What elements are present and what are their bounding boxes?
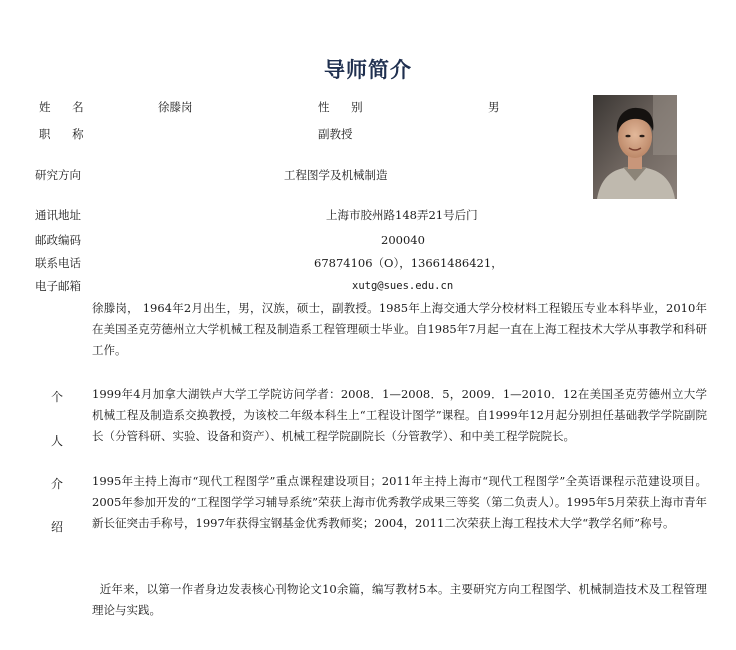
address-label: 通讯地址	[35, 208, 81, 222]
name-value: 徐滕岗	[158, 100, 193, 114]
phone-label: 联系电话	[35, 256, 81, 270]
intro-label-char-2: 人	[51, 434, 64, 448]
address-value: 上海市胶州路148弄21号后门	[326, 208, 478, 222]
intro-label-char-3: 介	[51, 477, 64, 491]
intro-label-char-1: 个	[51, 390, 64, 404]
gender-value: 男	[488, 100, 500, 114]
intro-paragraph-4: 近年来，以第一作者身边发表核心刊物论文10余篇，编写教材5本。主要研究方向工程图学、机械制造技术及工程管理理论与实践。	[92, 582, 707, 617]
email-value: xutg@sues.edu.cn	[352, 280, 454, 292]
intro-paragraph-1: 徐滕岗， 1964年2月出生，男，汉族，硕士，副教授。1985年上海交通大学分校材料工程锻压专业本科毕业，2010年在美国圣克劳德州立大学机械工程及制造系工程管理硕士毕业。自1985年7月起一直在上海工程技术大学从事教学和科研工作。	[92, 301, 707, 357]
page-title: 导师简介	[324, 58, 412, 82]
research-label: 研究方向	[35, 168, 81, 182]
research-value: 工程图学及机械制造	[284, 168, 388, 182]
intro-paragraph-2: 1999年4月加拿大湖铁卢大学工学院访问学者：2008．1—2008．5，2009．1—2010．12在美国圣克劳德州立大学机械工程及制造系交换教授，为该校二年级本科生上“工程设计图学”课程。自1999年12月起分别担任基础教学学院副院长（分管科研、实验、设备和资产）、机械工程学院副院长（分管教学）、和中美工程学院院长。	[92, 387, 707, 443]
portrait-photo	[593, 95, 677, 199]
intro-paragraph-3: 1995年主持上海市“现代工程图学”重点课程建设项目；2011年主持上海市“现代工程图学”全英语课程示范建设项目。2005年参加开发的“工程图学学习辅导系统”荣获上海市优秀教学成果三等奖（第二负责人）。1995年5月荣获上海市青年新长征突击手称号，1997年获得宝钢基金优秀教师奖；2004，2011二次荣获上海工程技术大学“教学名师”称号。	[92, 474, 707, 530]
gender-label: 性 别	[318, 100, 372, 114]
rank-label: 职 称	[39, 127, 93, 141]
email-label: 电子邮箱	[35, 279, 81, 293]
postcode-value: 200040	[381, 233, 425, 247]
intro-label-char-4: 绍	[51, 520, 64, 534]
postcode-label: 邮政编码	[35, 233, 81, 247]
phone-value: 67874106（O），13661486421，	[314, 256, 503, 270]
rank-value: 副教授	[318, 127, 353, 141]
name-label: 姓 名	[39, 100, 93, 114]
